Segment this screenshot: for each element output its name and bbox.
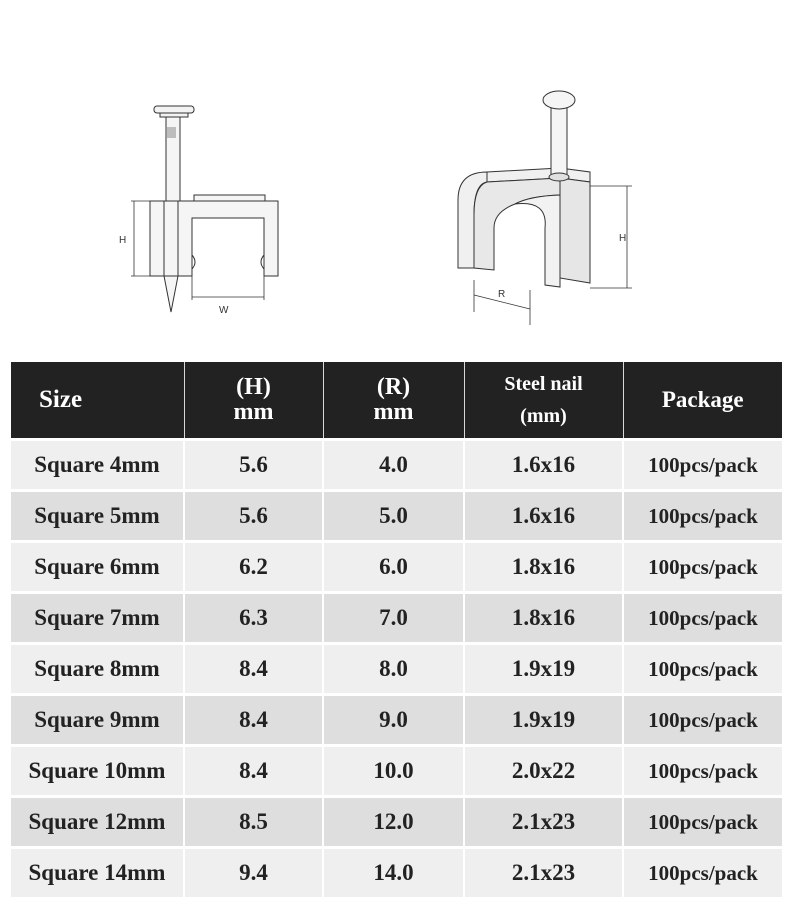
cell-nail: 1.9x19 [464, 644, 623, 695]
cell-r: 14.0 [323, 848, 464, 897]
cell-r: 10.0 [323, 746, 464, 797]
left-h-label: H [119, 235, 126, 246]
cell-size: Square 12mm [11, 797, 184, 848]
table-row [11, 848, 782, 897]
cell-size: Square 14mm [11, 848, 184, 897]
clip-perspective-view [458, 91, 590, 287]
cell-size: Square 10mm [11, 746, 184, 797]
cell-h: 8.4 [184, 746, 323, 797]
cell-package: 100pcs/pack [623, 746, 782, 797]
cell-r: 9.0 [323, 695, 464, 746]
cell-nail: 1.8x16 [464, 593, 623, 644]
cell-h: 9.4 [184, 848, 323, 897]
clip-front-view-drawing [0, 0, 790, 360]
cell-package: 100pcs/pack [623, 797, 782, 848]
header-r [323, 362, 464, 440]
cell-r: 5.0 [323, 491, 464, 542]
header-package: Package [623, 362, 782, 440]
cell-package: 100pcs/pack [623, 644, 782, 695]
header-nail-top: Steel nail [504, 373, 582, 395]
cell-size: Square 4mm [11, 440, 184, 491]
cell-h: 5.6 [184, 440, 323, 491]
cell-size: Square 5mm [11, 491, 184, 542]
header-nail-unit: (mm) [520, 405, 567, 427]
cell-nail: 1.6x16 [464, 491, 623, 542]
header-r-unit: mm [374, 399, 414, 425]
cell-r: 4.0 [323, 440, 464, 491]
right-h-label: H [619, 233, 626, 244]
cell-nail: 1.6x16 [464, 440, 623, 491]
header-steel-nail [464, 362, 623, 440]
header-h-top: (H) [236, 374, 271, 400]
cell-h: 8.4 [184, 695, 323, 746]
table-row [11, 797, 782, 848]
table-row [11, 491, 782, 542]
header-h-unit: mm [234, 399, 274, 425]
left-w-label: W [219, 305, 229, 316]
cell-package: 100pcs/pack [623, 440, 782, 491]
table-row [11, 542, 782, 593]
table-row [11, 440, 782, 491]
cell-nail: 1.9x19 [464, 695, 623, 746]
cell-nail: 2.0x22 [464, 746, 623, 797]
header-h [184, 362, 323, 440]
cell-package: 100pcs/pack [623, 542, 782, 593]
cell-r: 8.0 [323, 644, 464, 695]
nail-tip [164, 276, 178, 312]
cell-h: 6.3 [184, 593, 323, 644]
cell-r: 6.0 [323, 542, 464, 593]
table-row [11, 644, 782, 695]
cell-package: 100pcs/pack [623, 695, 782, 746]
cell-h: 6.2 [184, 542, 323, 593]
cell-h: 5.6 [184, 491, 323, 542]
header-row [11, 362, 782, 440]
cell-package: 100pcs/pack [623, 848, 782, 897]
cell-size: Square 9mm [11, 695, 184, 746]
cell-nail: 2.1x23 [464, 797, 623, 848]
cell-h: 8.4 [184, 644, 323, 695]
table-row [11, 593, 782, 644]
cell-nail: 2.1x23 [464, 848, 623, 897]
table-row [11, 746, 782, 797]
cell-package: 100pcs/pack [623, 491, 782, 542]
clip-u-body [178, 201, 278, 276]
cell-r: 12.0 [323, 797, 464, 848]
nail-head [154, 106, 194, 113]
cell-r: 7.0 [323, 593, 464, 644]
cell-size: Square 7mm [11, 593, 184, 644]
spec-table [11, 362, 782, 897]
cell-nail: 1.8x16 [464, 542, 623, 593]
cell-package: 100pcs/pack [623, 593, 782, 644]
header-r-top: (R) [377, 374, 410, 400]
cell-size: Square 8mm [11, 644, 184, 695]
cell-h: 8.5 [184, 797, 323, 848]
right-r-label: R [498, 289, 505, 300]
header-size: Size [11, 362, 184, 440]
cell-size: Square 6mm [11, 542, 184, 593]
technical-drawings [0, 0, 790, 360]
table-row [11, 695, 782, 746]
